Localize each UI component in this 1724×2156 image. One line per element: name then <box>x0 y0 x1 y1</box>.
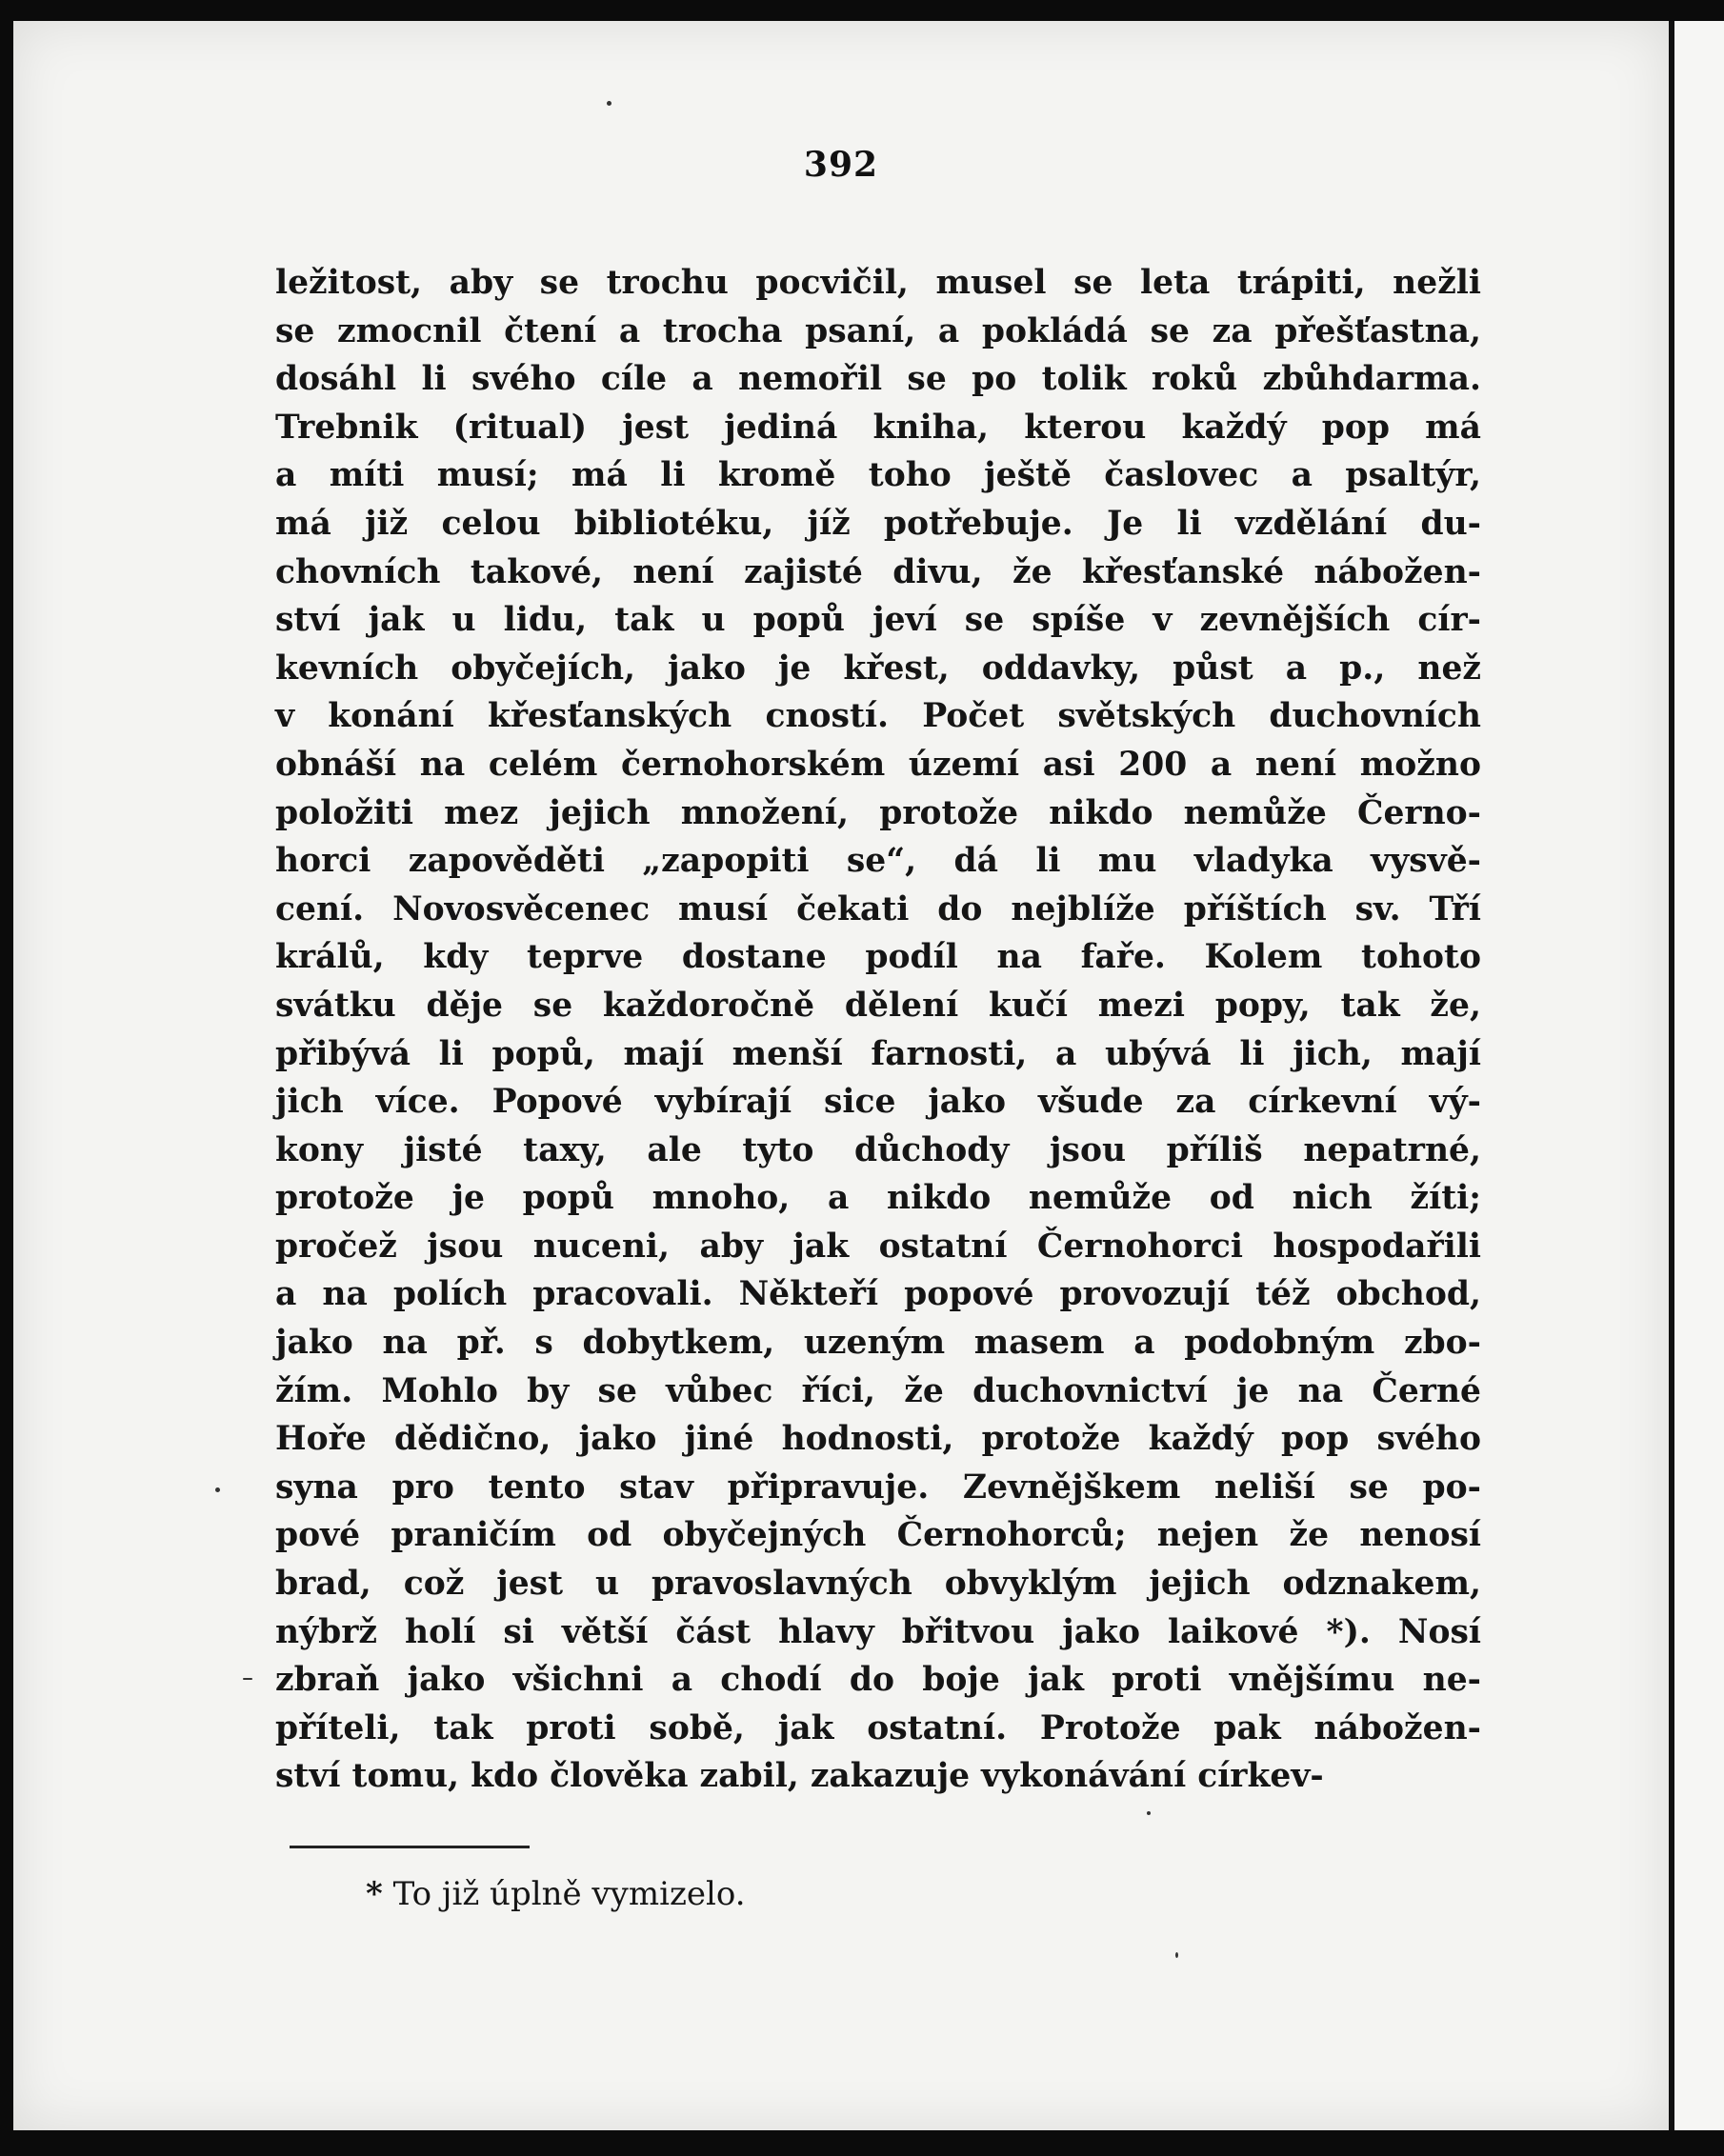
text-line: má již celou bibliotéku, jíž potřebuje. Je li vzdělání du- <box>275 504 1481 543</box>
text-line: přibývá li popů, mají menší farnosti, a ubývá li jich, mají <box>275 1034 1481 1073</box>
scan-speck <box>1175 1952 1178 1958</box>
text-line: obnáší na celém černohorském území asi 200 a není možno <box>275 745 1481 784</box>
text-line: nýbrž holí si větší část hlavy břitvou jako laikové *). Nosí <box>275 1612 1481 1651</box>
text-line: ležitost, aby se trochu pocvičil, musel se leta trápiti, nežli <box>275 264 1481 302</box>
text-line: příteli, tak proti sobě, jak ostatní. Protože pak nábožen- <box>275 1708 1481 1747</box>
book-page <box>13 21 1669 2130</box>
page-number: 392 <box>803 145 879 185</box>
footnote-asterisk: * <box>366 1875 383 1913</box>
text-line: kevních obyčejích, jako je křest, oddavky, půst a p., než <box>275 649 1481 688</box>
text-line: a míti musí; má li kromě toho ještě časlovec a psaltýr, <box>275 456 1481 495</box>
text-line: zbraň jako všichni a chodí do boje jak proti vnějšímu ne- <box>275 1661 1481 1700</box>
text-line: chovních takové, není zajisté divu, že křesťanské nábožen- <box>275 552 1481 591</box>
text-line: se zmocnil čtení a trocha psaní, a pokládá se za přešťastna, <box>275 311 1481 350</box>
text-line: ství jak u lidu, tak u popů jeví se spíše v zevnějších cír- <box>275 601 1481 640</box>
text-line: dosáhl li svého cíle a nemořil se po tolik roků zbůhdarma. <box>275 360 1481 399</box>
scan-speck <box>243 1678 252 1680</box>
footnote <box>366 1872 746 1916</box>
text-line: ství tomu, kdo člověka zabil, zakazuje vykonávání církev- <box>275 1757 1324 1796</box>
scan-speck <box>215 1487 220 1492</box>
text-line: žím. Mohlo by se vůbec říci, že duchovnictví je na Černé <box>275 1371 1481 1410</box>
text-line: pročež jsou nuceni, aby jak ostatní Černohorci hospodařili <box>275 1227 1481 1266</box>
text-line: králů, kdy teprve dostane podíl na faře. Kolem tohoto <box>275 938 1481 977</box>
scan-speck <box>607 101 611 106</box>
text-line: cení. Novosvěcenec musí čekati do nejblíže příštích sv. Tří <box>275 889 1481 928</box>
text-line: protože je popů mnoho, a nikdo nemůže od nich žíti; <box>275 1179 1481 1218</box>
scan-speck <box>1147 1811 1151 1815</box>
text-line: brad, což jest u pravoslavných obvyklým jejich odznakem, <box>275 1565 1481 1604</box>
text-line: jako na př. s dobytkem, uzeným masem a podobným zbo- <box>275 1324 1481 1363</box>
text-line: Trebnik (ritual) jest jediná kniha, kterou každý pop má <box>275 408 1481 447</box>
text-line: syna pro tento stav připravuje. Zevnějškem neliší se po- <box>275 1467 1481 1507</box>
text-line: Hoře dědično, jako jiné hodnosti, protože každý pop svého <box>275 1420 1481 1459</box>
text-line: kony jisté taxy, ale tyto důchody jsou příliš nepatrné, <box>275 1130 1481 1169</box>
footnote-rule <box>290 1846 530 1848</box>
text-line: pové praničím od obyčejných Černohorců; nejen že nenosí <box>275 1516 1481 1555</box>
body-text <box>275 259 1481 1801</box>
text-line: a na polích pracovali. Někteří popové provozují též obchod, <box>275 1275 1481 1314</box>
text-line: jich více. Popové vybírají sice jako všude za církevní vý- <box>275 1083 1481 1122</box>
text-line: položiti mez jejich množení, protože nikdo nemůže Černo- <box>275 793 1481 832</box>
text-line: v konání křesťanských cností. Počet světských duchovních <box>275 697 1481 736</box>
text-line: svátku děje se každoročně dělení kučí mezi popy, tak že, <box>275 986 1481 1025</box>
text-line: horci zapověděti „zapopiti se“, dá li mu vladyka vysvě- <box>275 842 1481 881</box>
footnote-text: To již úplně vymizelo. <box>392 1875 746 1913</box>
adjacent-page-edge <box>1674 21 1724 2130</box>
